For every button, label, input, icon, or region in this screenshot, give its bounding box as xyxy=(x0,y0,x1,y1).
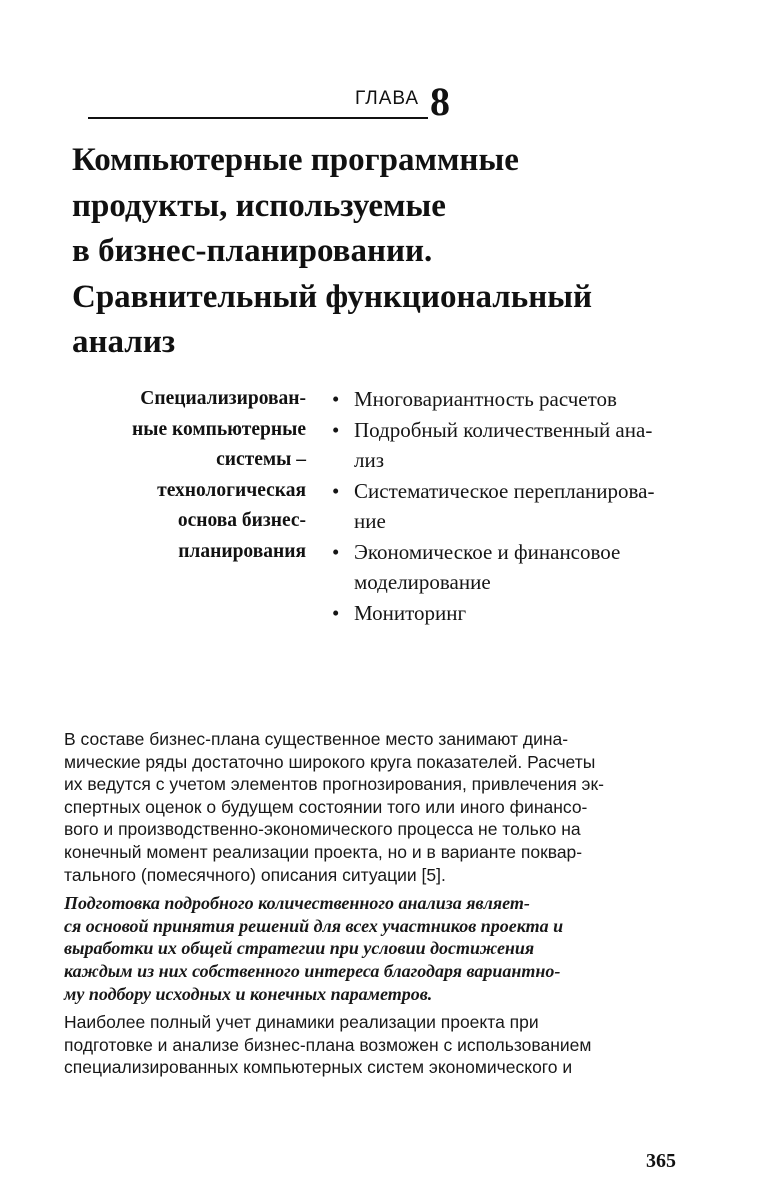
bullet-text-line: Систематическое перепланирова- xyxy=(354,478,655,503)
chapter-title-line: анализ xyxy=(72,324,176,360)
chapter-number: 8 xyxy=(430,79,450,124)
bullet-icon: • xyxy=(332,539,340,564)
text-line: В составе бизнес-плана существенное место занимают дина- xyxy=(64,729,569,749)
sidebar-line: Специализирован- xyxy=(140,388,306,409)
bullet-item xyxy=(330,598,710,629)
text-line: их ведутся с учетом элементов прогнозирования, привлечения эк- xyxy=(64,774,604,795)
paragraph xyxy=(64,728,710,886)
bullet-item xyxy=(330,415,710,476)
bullet-text-line: Многовариантность расчетов xyxy=(354,387,617,411)
page-number: 365 xyxy=(646,1150,676,1172)
text-line: ся основой принятия решений для всех участников проекта и xyxy=(64,915,564,936)
chapter-label: ГЛАВА xyxy=(355,88,420,109)
chapter-title-line: Сравнительный функциональный xyxy=(72,278,593,315)
bullet-icon: • xyxy=(332,478,340,503)
text-line: мические ряды достаточно широкого круга показателей. Расчеты xyxy=(64,751,596,772)
sidebar-line: основа бизнес- xyxy=(177,510,306,531)
bullet-text-line: Экономическое и финансовое xyxy=(354,539,621,564)
bullet-icon: • xyxy=(332,417,340,442)
chapter-title xyxy=(72,138,712,366)
bullet-item xyxy=(330,476,710,537)
paragraph xyxy=(64,1011,710,1079)
text-line: Подготовка подробного количественного анализа являет- xyxy=(64,893,530,914)
bullet-text-line: лиз xyxy=(354,448,385,472)
sidebar-heading xyxy=(60,384,306,567)
bullet-text-line: моделирование xyxy=(354,570,491,594)
sidebar-line: планирования xyxy=(178,540,306,562)
chapter-title-line: продукты, используемые xyxy=(72,187,446,224)
emphasis-paragraph xyxy=(64,892,710,1005)
body-text xyxy=(64,728,710,1085)
text-line: каждым из них собственного интереса благодаря вариантно- xyxy=(64,960,561,981)
sidebar-line: системы – xyxy=(216,449,306,470)
chapter-title-line: в бизнес-планировании. xyxy=(72,233,433,269)
text-line: спертных оценок о будущем состоянии того или иного финансо- xyxy=(64,796,588,817)
bullet-icon: • xyxy=(332,600,340,625)
chapter-rule xyxy=(88,117,428,119)
sidebar-line: ные компьютерные xyxy=(131,418,306,440)
bullet-icon: • xyxy=(332,387,340,411)
bullet-text-line: ние xyxy=(354,509,386,533)
sidebar-line: технологическая xyxy=(157,479,306,501)
text-line: выработки их общей стратегии при условии достижения xyxy=(64,938,535,959)
text-line: подготовке и анализе бизнес-плана возможен с использованием xyxy=(64,1034,592,1055)
bullet-text-line: Подробный количественный ана- xyxy=(354,417,653,442)
bullet-item xyxy=(330,384,710,415)
text-line: тального (помесячного) описания ситуации [5]. xyxy=(64,864,446,885)
text-line: конечный момент реализации проекта, но и в варианте поквар- xyxy=(64,841,583,862)
text-line: Наиболее полный учет динамики реализации проекта при xyxy=(64,1012,539,1033)
text-line: специализированных компьютерных систем экономического и xyxy=(64,1057,573,1078)
text-line: му подбору исходных и конечных параметров. xyxy=(64,983,433,1004)
text-line: вого и производственно-экономического процесса не только на xyxy=(64,819,581,840)
bullet-list xyxy=(330,384,710,628)
chapter-title-line: Компьютерные программные xyxy=(72,142,519,178)
bullet-text-line: Мониторинг xyxy=(354,600,467,625)
bullet-item xyxy=(330,537,710,598)
